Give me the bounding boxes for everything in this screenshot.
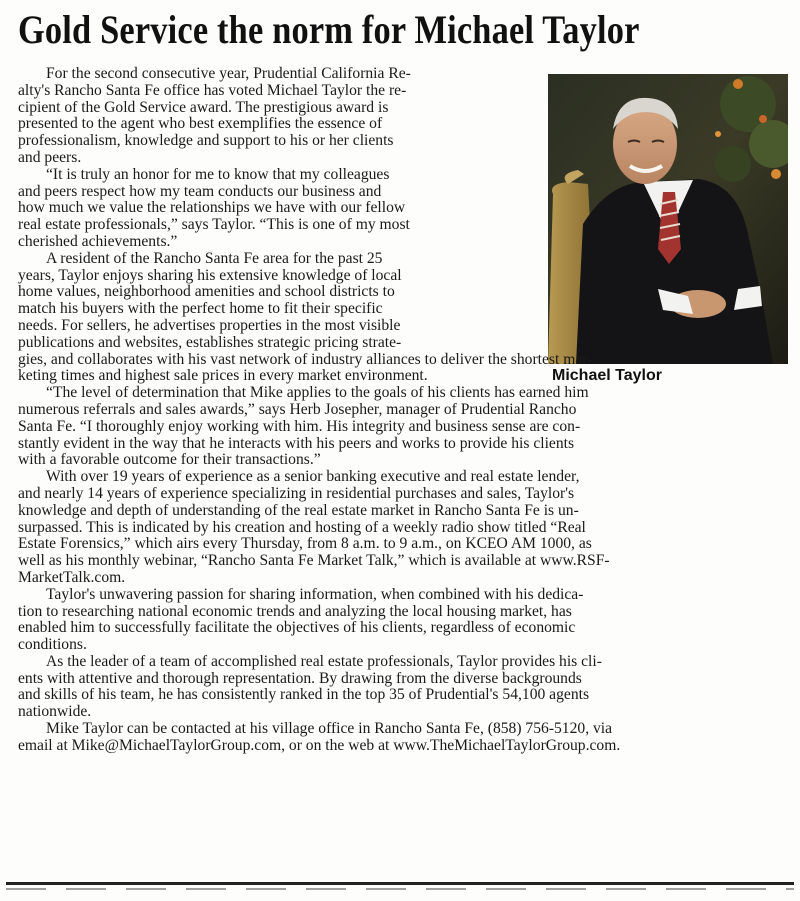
text-line: real estate professionals,” says Taylor. “This is one of my most — [18, 216, 410, 234]
text-line: cipient of the Gold Service award. The prestigious award is — [18, 98, 389, 116]
bottom-rule-fragment — [6, 888, 794, 890]
text-line: For the second consecutive year, Prudential California Re- — [46, 65, 411, 82]
paragraph — [18, 167, 783, 251]
text-line: conditions. — [18, 636, 87, 654]
paragraph — [18, 654, 783, 721]
text-line: home values, neighborhood amenities and school districts to — [18, 283, 395, 301]
text-line: well as his monthly webinar, “Rancho Santa Fe Market Talk,” which is available at www.RSF- — [18, 552, 610, 570]
paragraph — [18, 587, 783, 654]
article-body — [18, 66, 783, 755]
text-line: email at Mike@MichaelTaylorGroup.com, or on the web at www.TheMichaelTaylorGroup.com. — [18, 736, 621, 754]
text-line: Estate Forensics,” which airs every Thursday, from 8 a.m. to 9 a.m., on KCEO AM 1000, as — [18, 535, 592, 553]
text-line: tion to researching national economic trends and analyzing the local housing market, has — [18, 602, 572, 620]
paragraph — [18, 385, 783, 469]
text-line: With over 19 years of experience as a senior banking executive and real estate lender, — [46, 468, 580, 486]
photo-caption: Michael Taylor — [552, 367, 662, 384]
text-line: Mike Taylor can be contacted at his village office in Rancho Santa Fe, (858) 756-5120, via — [46, 720, 613, 738]
text-line: Taylor's unwavering passion for sharing information, when combined with his dedica- — [46, 585, 584, 603]
text-line: and peers respect how my team conducts our business and — [18, 182, 382, 200]
text-line: MarketTalk.com. — [18, 568, 126, 586]
text-line: years, Taylor enjoys sharing his extensive knowledge of local — [18, 266, 402, 284]
text-line: “The level of determination that Mike applies to the goals of his clients has earned him — [46, 384, 589, 402]
text-line: publications and websites, establishes strategic pricing strate- — [18, 333, 402, 351]
text-line: with a favorable outcome for their transactions.” — [18, 451, 321, 469]
text-line: match his buyers with the perfect home to fit their specific — [18, 300, 383, 318]
text-line: and skills of his team, he has consistently ranked in the top 35 of Prudential's 54,100 agents — [18, 686, 590, 704]
text-line: how much we value the relationships we have with our fellow — [18, 199, 406, 217]
text-line: enabled him to successfully facilitate the objectives of his clients, regardless of economic — [18, 619, 576, 637]
paragraph — [18, 469, 783, 587]
text-line: ents with attentive and thorough representation. By drawing from the diverse backgrounds — [18, 669, 582, 687]
paragraph — [18, 721, 783, 755]
text-line: keting times and highest sale prices in every market environment. — [18, 367, 428, 385]
text-line: nationwide. — [18, 703, 92, 721]
headline: Gold Service the norm for Michael Taylor — [18, 7, 640, 52]
text-line: A resident of the Rancho Santa Fe area for the past 25 — [46, 249, 383, 267]
text-line: numerous referrals and sales awards,” says Herb Josepher, manager of Prudential Rancho — [18, 400, 577, 418]
text-line: presented to the agent who best exemplifies the essence of — [18, 115, 383, 133]
text-line: Santa Fe. “I thoroughly enjoy working with him. His integrity and business sense are con- — [18, 417, 581, 435]
text-line: alty's Rancho Santa Fe office has voted Michael Taylor the re- — [18, 81, 407, 99]
text-line: knowledge and depth of understanding of the real estate market in Rancho Santa Fe is un- — [18, 501, 579, 519]
paragraph — [18, 66, 783, 167]
text-line: needs. For sellers, he advertises properties in the most visible — [18, 316, 401, 334]
text-line: stantly evident in the way that he interacts with his peers and works to provide his clients — [18, 434, 575, 452]
paragraph — [18, 251, 783, 385]
text-line: surpassed. This is indicated by his creation and hosting of a weekly radio show titled “Real — [18, 518, 586, 536]
text-line: “It is truly an honor for me to know that my colleagues — [46, 165, 390, 183]
text-line: cherished achievements.” — [18, 232, 178, 250]
text-line: As the leader of a team of accomplished real estate professionals, Taylor provides his cli- — [46, 652, 602, 670]
text-line: gies, and collaborates with his vast network of industry alliances to deliver the shortest mar- — [18, 350, 593, 368]
text-line: and nearly 14 years of experience specializing in residential purchases and sales, Taylor's — [18, 484, 575, 502]
text-line: and peers. — [18, 148, 82, 166]
text-line: professionalism, knowledge and support to his or her clients — [18, 132, 394, 150]
bottom-rule — [6, 882, 794, 885]
